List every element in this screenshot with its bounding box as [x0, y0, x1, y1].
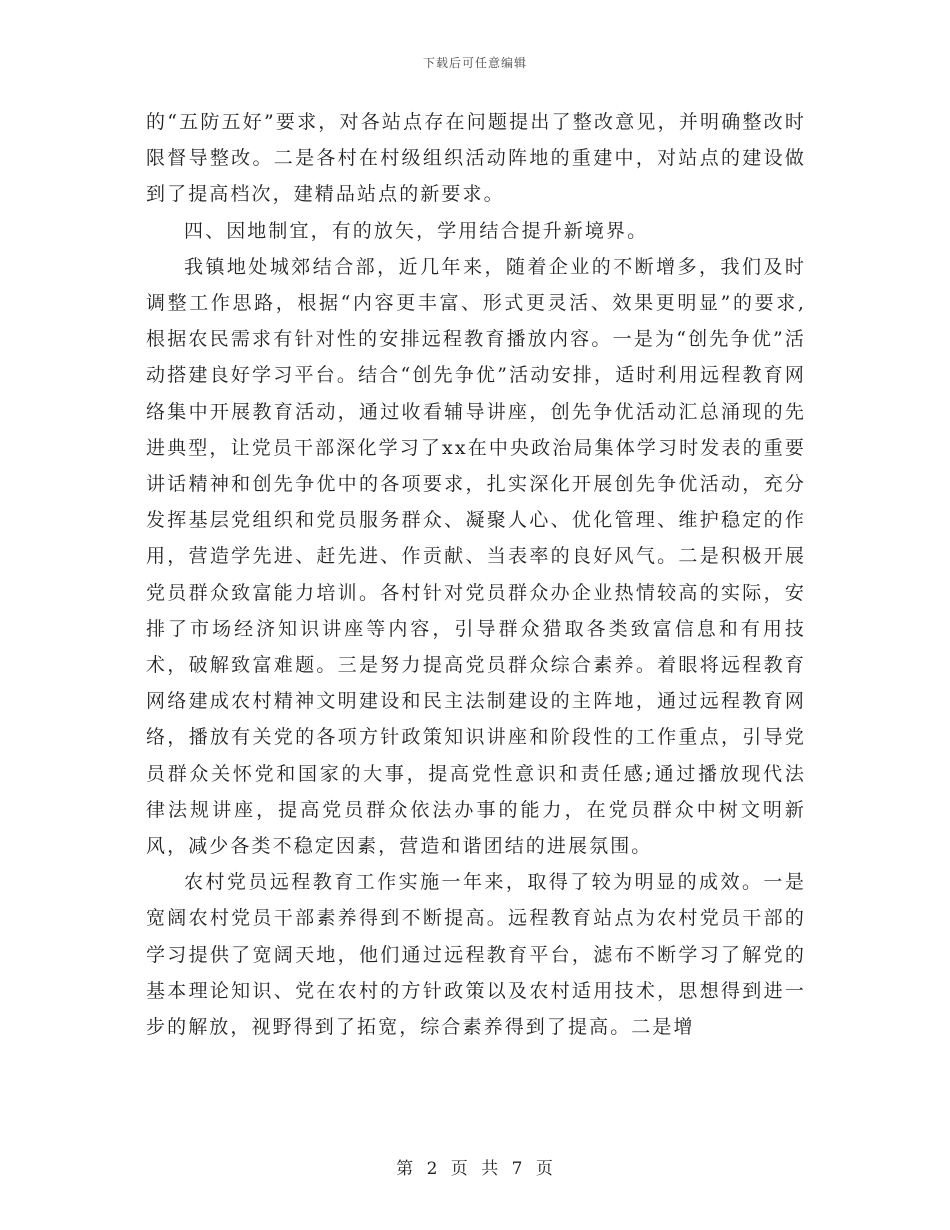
paragraph-continuation: 的“五防五好”要求，对各站点存在问题提出了整改意见，并明确整改时限督导整改。二是各村在村级组织活动阵地的重建中，对站点的建设做到了提高档次，建精品站点的新要求。 — [146, 111, 806, 206]
paragraph: 农村党员远程教育工作实施一年来，取得了较为明显的成效。一是宽阔农村党员干部素养得到不断提高。远程教育站点为农村党员干部的学习提供了宽阔天地，他们通过远程教育平台，滤布不断学习了解党的基本理论知识、党在农村的方针政策以及农村适用技术，思想得到进一步的解放，视野得到了拓宽，综合素养得到了提高。二是增 — [146, 871, 806, 1039]
page-number: 第 2 页 共 7 页 — [396, 1159, 554, 1179]
paragraph: 我镇地处城郊结合部，近几年来，随着企业的不断增多，我们及时调整工作思路，根据“内容更丰富、形式更灵活、效果更明显”的要求,根据农民需求有针对性的安排远程教育播放内容。一是为“创先争优”活动搭建良好学习平台。结合“创先争优”活动安排，适时利用远程教育网络集中开展教育活动，通过收看辅导讲座，创先争优活动汇总涌现的先进典型，让党员干部深化学习了xx在中央政治局集体学习时发表的重要讲话精神和创先争优中的各项要求，扎实深化开展创先争优活动，充分发挥基层党组织和党员服务群众、凝聚人心、优化管理、维护稳定的作用，营造学先进、赶先进、作贡献、当表率的良好风气。二是积极开展党员群众致富能力培训。各村针对党员群众办企业热情较高的实际，安排了市场经济知识讲座等内容，引导群众猎取各类致富信息和有用技术，破解致富难题。三是努力提高党员群众综合素养。着眼将远程教育网络建成农村精神文明建设和民主法制建设的主阵地，通过远程教育网络，播放有关党的各项方针政策知识讲座和阶段性的工作重点，引导党员群众关怀党和国家的大事，提高党性意识和责任感;通过播放现代法律法规讲座，提高党员群众依法办事的能力，在党员群众中树文明新风，减少各类不稳定因素，营造和谐团结的进展氛围。 — [146, 255, 806, 858]
section-heading: 四、因地制宜，有的放矢，学用结合提升新境界。 — [184, 219, 649, 242]
header-note: 下载后可任意编辑 — [422, 56, 527, 70]
document-body — [146, 104, 806, 1045]
